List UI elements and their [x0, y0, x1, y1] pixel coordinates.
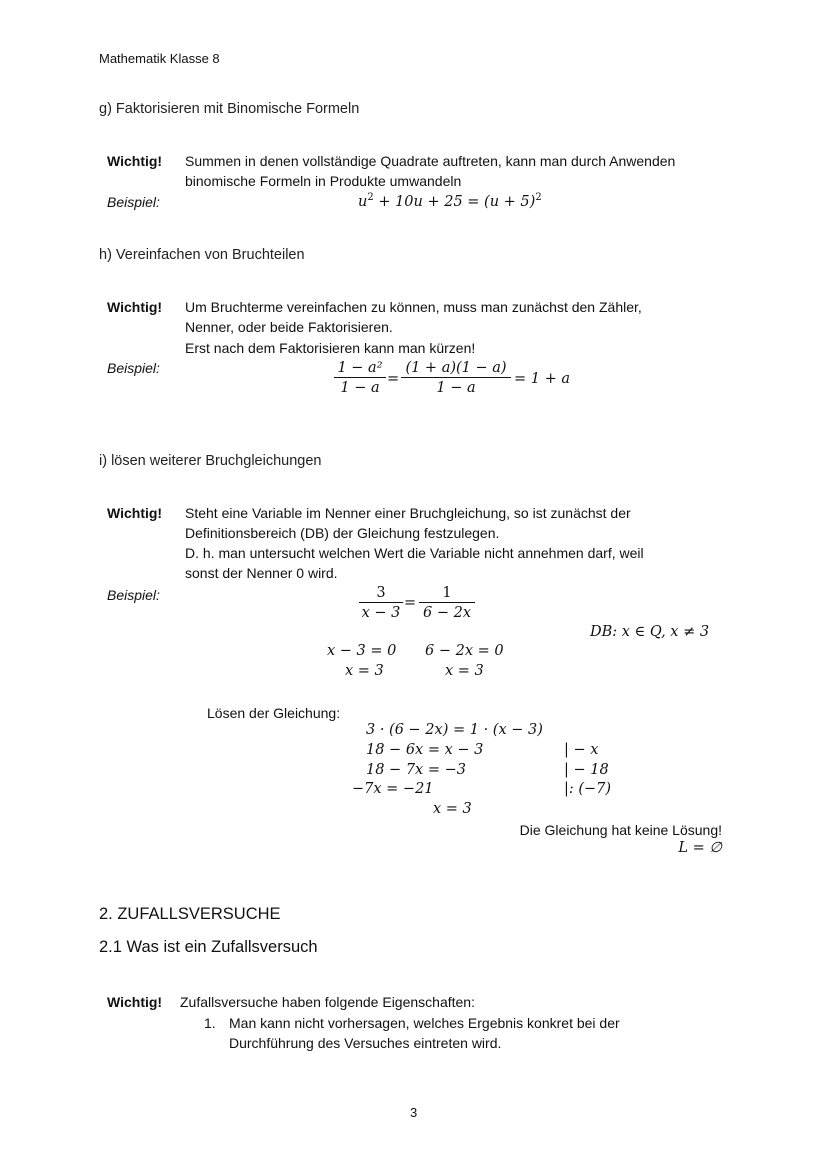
fraction-a-denominator: x − 3 [361, 605, 401, 621]
section-i-wichtig-line1: Steht eine Variable im Nenner einer Bruchgleichung, so ist zunächst der [185, 505, 631, 521]
page-header-title: Mathematik Klasse 8 [99, 51, 220, 66]
chapter-2-wichtig-label: Wichtig! [107, 994, 163, 1010]
fraction-b-denominator: 6 − 2x [423, 605, 471, 621]
section-i-wichtig-label: Wichtig! [107, 505, 163, 521]
operation-2: | − 18 [564, 762, 609, 778]
solution-step-4: −7x = −21 [352, 781, 434, 797]
fraction-b-numerator: 1 [419, 585, 475, 603]
chapter-2-title: 2. ZUFALLSVERSUCHE [99, 905, 281, 923]
section-i-title: i) lösen weiterer Bruchgleichungen [99, 453, 322, 469]
list-item-1-line1: Man kann nicht vorhersagen, welches Ergebnis konkret bei der [229, 1015, 620, 1031]
fraction-1-denominator: 1 − a [340, 380, 380, 396]
solution-step-1: 3 · (6 − 2x) = 1 · (x − 3) [366, 722, 543, 738]
section-h-wichtig-label: Wichtig! [107, 299, 163, 315]
list-item-1-number: 1. [204, 1015, 216, 1031]
fraction-a [359, 585, 403, 621]
equals-sign-1: = [387, 371, 400, 387]
section-h-wichtig-line2: Nenner, oder beide Faktorisieren. [185, 319, 393, 335]
condition-1-line2: x = 3 [345, 663, 384, 679]
no-solution-text: Die Gleichung hat keine Lösung! [519, 822, 722, 838]
fraction-2 [401, 360, 511, 396]
solution-set: L = ∅ [678, 840, 722, 856]
section-h-title: h) Vereinfachen von Bruchteilen [99, 247, 305, 263]
fraction-a-numerator: 3 [359, 585, 403, 603]
section-g-wichtig-line2: binomische Formeln in Produkte umwandeln [185, 173, 462, 189]
section-h-beispiel-label: Beispiel: [107, 360, 160, 376]
solution-step-3: 18 − 7x = −3 [366, 762, 466, 778]
page-number: 3 [410, 1105, 418, 1120]
section-g-wichtig-label: Wichtig! [107, 153, 163, 169]
condition-1-line1: x − 3 = 0 [327, 643, 397, 659]
section-g-title: g) Faktorisieren mit Binomische Formeln [99, 101, 360, 117]
section-i-wichtig-line4: sonst der Nenner 0 wird. [185, 565, 338, 581]
list-item-1-line2: Durchführung des Versuches eintreten wird. [229, 1035, 502, 1051]
solution-step-2: 18 − 6x = x − 3 [366, 742, 484, 758]
equals-sign-a: = [404, 595, 417, 611]
section-i-beispiel-label: Beispiel: [107, 587, 160, 603]
section-h-wichtig-line3: Erst nach dem Faktorisieren kann man kürzen! [185, 340, 476, 356]
chapter-2-wichtig-line1: Zufallsversuche haben folgende Eigenschaften: [180, 994, 475, 1010]
fraction-2-numerator: (1 + a)(1 − a) [401, 360, 511, 378]
section-g-beispiel-label: Beispiel: [107, 194, 160, 210]
solution-step-5: x = 3 [433, 801, 472, 817]
fraction-b [419, 585, 475, 621]
section-g-formula: $u^2 + 10u + 25 = (u + 5)^2$ [358, 192, 542, 210]
condition-2-line1: 6 − 2x = 0 [425, 643, 504, 659]
section-i-wichtig-line2: Definitionsbereich (DB) der Gleichung festzulegen. [185, 525, 500, 541]
fraction-1 [334, 360, 386, 396]
operation-3: |: (−7) [564, 781, 612, 797]
definition-domain: DB: x ∈ Q, x ≠ 3 [590, 624, 710, 640]
section-h-wichtig-line1: Um Bruchterme vereinfachen zu können, muss man zunächst den Zähler, [185, 299, 642, 315]
fraction-1-numerator: 1 − a² [334, 360, 386, 378]
condition-2-line2: x = 3 [445, 663, 484, 679]
section-i-wichtig-line3: D. h. man untersucht welchen Wert die Variable nicht annehmen darf, weil [185, 545, 644, 561]
fraction-2-denominator: 1 − a [436, 380, 476, 396]
section-g-wichtig-line1: Summen in denen vollständige Quadrate auftreten, kann man durch Anwenden [185, 153, 676, 169]
operation-1: | − x [564, 742, 599, 758]
chapter-2-subtitle: 2.1 Was ist ein Zufallsversuch [99, 938, 318, 956]
solve-equation-label: Lösen der Gleichung: [207, 705, 341, 721]
section-h-result: = 1 + a [514, 371, 570, 387]
